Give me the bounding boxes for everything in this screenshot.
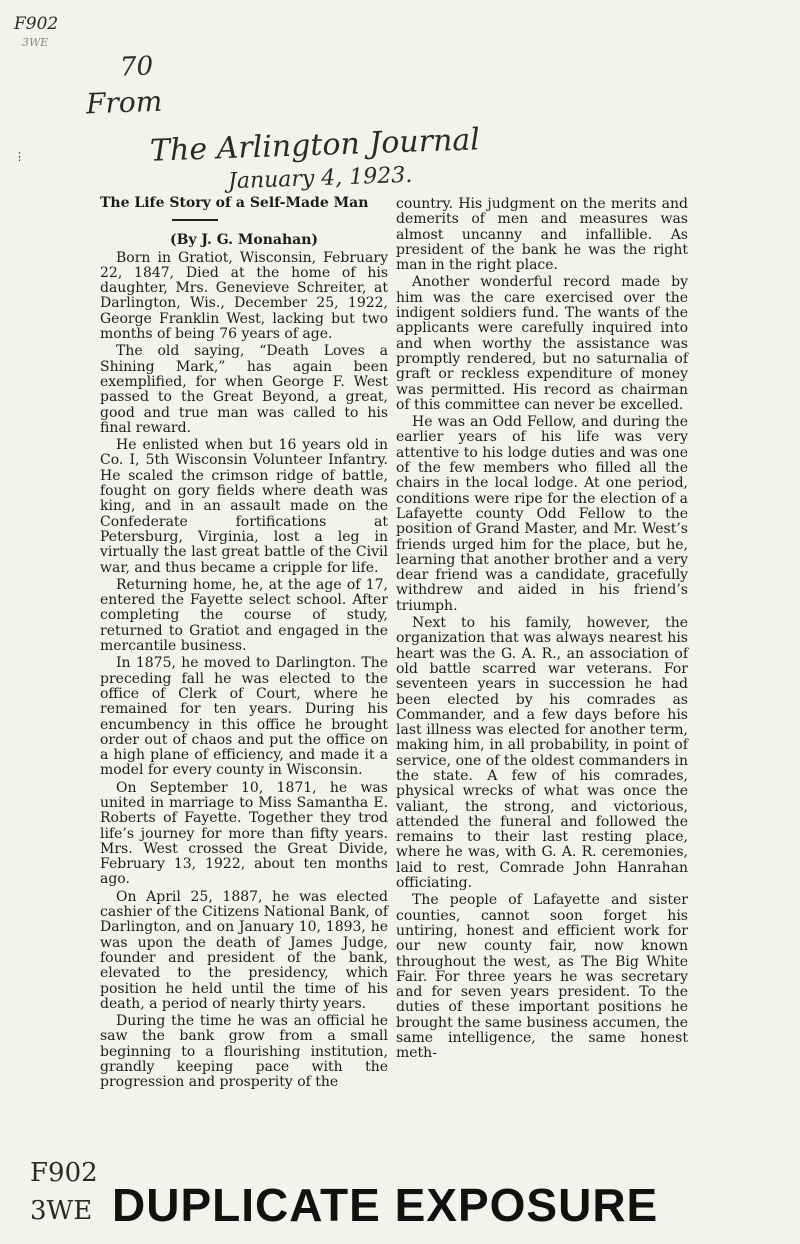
duplicate-exposure-stamp: DUPLICATE EXPOSURE xyxy=(112,1179,659,1231)
left-paragraph: During the time he was an official he saw the bank grow from a small beginning to a flourishing institution, grandly keeping pace with the progression and prosperity of the xyxy=(100,1013,388,1091)
article-byline: (By J. G. Monahan) xyxy=(169,232,319,249)
article-right-column xyxy=(396,197,688,1064)
right-paragraph: He was an Odd Fellow, and during the earlier years of his life was very attentive to his lodge duties and was one of the few members who filled all the chairs in the local lodge. At one period, conditions were ripe for the election of a Lafayette county Odd Fellow to the position of Grand Master, and Mr. West’s friends urged him for the place, but he, learning that another brother and a very dear friend was a candidate, gracefully withdrew and aided in his friend’s triumph. xyxy=(396,414,688,614)
article-left-column xyxy=(100,196,388,1093)
handwritten-number: 70 xyxy=(119,51,154,83)
left-paragraph: On April 25, 1887, he was elected cashier of the Citizens National Bank, of Darlington, and on January 10, 1893, he was upon the death of James Judge, founder and president of the bank, elevated to the presidency, which position he held until the time of his death, a period of nearly thirty years. xyxy=(100,888,388,1012)
catalog-code-top-sub: 3WE xyxy=(22,36,49,49)
left-paragraph: The old saying, “Death Loves a Shining Mark,” has again been exemplified, for when George F. West passed to the Great Beyond, a great, good and true man was called to his final reward. xyxy=(100,343,388,436)
margin-mark: ⋮ xyxy=(14,150,25,163)
handwritten-from: From xyxy=(85,84,163,121)
handwritten-date: January 4, 1923. xyxy=(227,162,413,195)
right-paragraph: The people of Lafayette and sister counties, cannot soon forget his untiring, honest and efficient work for our new county fair, now known throughout the west, as The Big White Fair. For three years he was secretary and for seven years president. To the duties of these important positions he brought the same business accumen, the same intelligence, the same honest meth- xyxy=(396,892,688,1062)
right-paragraph: country. His judgment on the merits and demerits of men and measures was almost uncanny and infallible. As president of the bank he was the right man in the right place. xyxy=(396,196,688,274)
left-paragraph: He enlisted when but 16 years old in Co. I, 5th Wisconsin Volunteer Infantry. He scaled the crimson ridge of battle, fought on gory fields where death was king, and in an assault made on the Confederate fortifications at Petersburg, Virginia, lost a leg in virtually the last great battle of the Civil war, and thus became a cripple for life. xyxy=(100,437,388,576)
right-paragraph: Another wonderful record made by him was the care exercised over the indigent soldiers fund. The wants of the applicants were carefully inquired into and when worthy the assistance was promptly rendered, but no saturnalia of graft or reckless expenditure of money was permitted. His record as chairman of this committee can never be excelled. xyxy=(396,274,688,413)
handwritten-source: The Arlington Journal xyxy=(149,122,481,169)
catalog-code-bottom-sub: 3WE xyxy=(30,1196,93,1226)
left-paragraph: In 1875, he moved to Darlington. The preceding fall he was elected to the office of Clerk of Court, where he remained for ten years. During his encumbency in this office he brought order out of chaos and put the office on a high plane of efficiency, and made it a model for every county in Wisconsin. xyxy=(100,655,388,779)
right-paragraph: Next to his family, however, the organization that was always nearest his heart was the G. A. R., an association of old battle scarred war veterans. For seventeen years in succession he had been elected by his comrades as Commander, and a few days before his last illness was elected for another term, making him, in all probability, in point of service, one of the oldest commanders in the state. A few of his comrades, physical wrecks of what was once the valiant, the strong, and victorious, attended the funeral and followed the remains to their last resting place, where he was, with G. A. R. ceremonies, laid to rest, Comrade John Hanrahan officiating. xyxy=(396,615,688,892)
left-paragraph: Born in Gratiot, Wisconsin, February 22, 1847, Died at the home of his daughter, Mrs. Genevieve Schreiter, at Darlington, Wis., December 25, 1922, George Franklin West, lacking but two months of being 76 years of age. xyxy=(100,249,388,343)
article-title: The Life Story of a Self-Made Man xyxy=(100,195,369,211)
title-rule xyxy=(172,219,218,221)
catalog-code-top: F902 xyxy=(14,14,59,34)
left-paragraph: On September 10, 1871, he was united in marriage to Miss Samantha E. Roberts of Fayette. Together they trod life’s journey for more than fifty years. Mrs. West crossed the Great Divide, February 13, 1922, about ten months ago. xyxy=(100,779,388,888)
left-paragraph: Returning home, he, at the age of 17, entered the Fayette select school. After completing the course of study, returned to Gratiot and engaged in the mercantile business. xyxy=(100,576,388,655)
catalog-code-bottom: F902 xyxy=(30,1158,98,1188)
